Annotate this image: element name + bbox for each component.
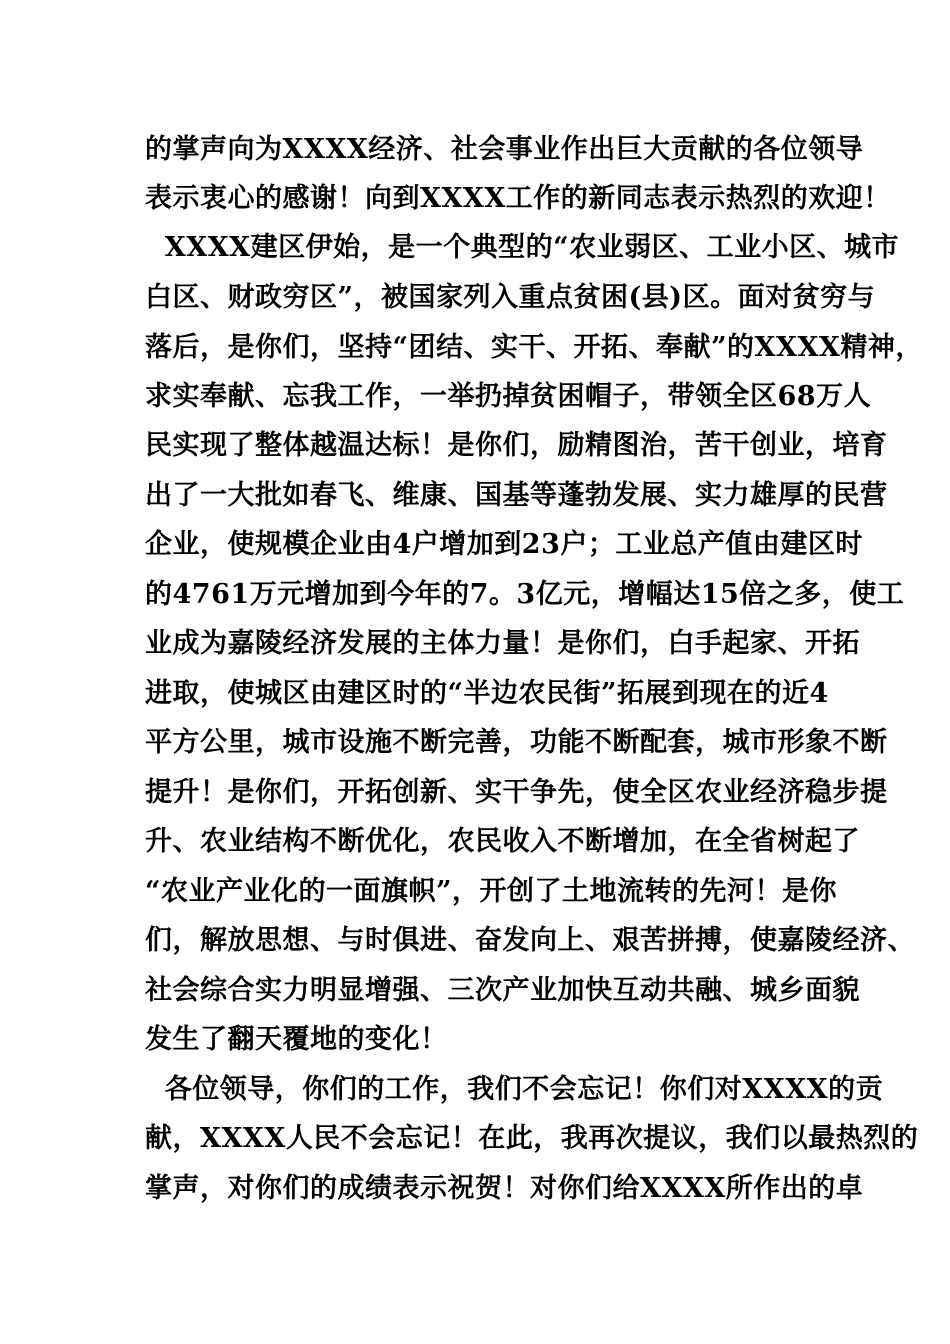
text-line: 们，解放思想、与时俱进、奋发向上、艰苦拼搏，使嘉陵经济、 bbox=[145, 925, 915, 956]
text-line: 的掌声向为XXXX经济、社会事业作出巨大贡献的各位领导 bbox=[145, 134, 864, 165]
text-line: 社会综合实力明显增强、三次产业加快互动共融、城乡面貌 bbox=[145, 975, 860, 1006]
text-line: 发生了翻天覆地的变化！ bbox=[145, 1024, 448, 1055]
text-line: 白区、财政穷区”，被国家列入重点贫困(县)区。面对贫穷与 bbox=[145, 282, 876, 313]
text-line: 献，XXXX人民不会忘记！在此，我再次提议，我们以最热烈的 bbox=[145, 1123, 919, 1154]
text-line: 业成为嘉陵经济发展的主体力量！是你们，白手起家、开拓 bbox=[145, 628, 860, 659]
text-line: 各位领导，你们的工作，我们不会忘记！你们对XXXX的贡 bbox=[145, 1074, 884, 1105]
text-line: “农业产业化的一面旗帜”，开创了土地流转的先河！是你 bbox=[145, 876, 838, 907]
text-line: 出了一大批如春飞、维康、国基等蓬勃发展、实力雄厚的民营 bbox=[145, 480, 888, 511]
text-line: 企业，使规模企业由4户增加到23户；工业总产值由建区时 bbox=[145, 529, 863, 560]
text-line: 掌声，对你们的成绩表示祝贺！对你们给XXXX所作出的卓 bbox=[145, 1173, 864, 1204]
text-line: 民实现了整体越温达标！是你们，励精图治，苦干创业，培育 bbox=[145, 430, 888, 461]
text-line: 的4761万元增加到今年的7。3亿元，增幅达15倍之多，使工 bbox=[145, 579, 905, 610]
text-line: 落后，是你们，坚持“团结、实干、开拓、奉献”的XXXX精神， bbox=[145, 332, 923, 363]
text-line: 表示衷心的感谢！向到XXXX工作的新同志表示热烈的欢迎！ bbox=[145, 183, 891, 214]
text-line: 求实奉献、忘我工作，一举扔掉贫困帽子，带领全区68万人 bbox=[145, 381, 872, 412]
text-line: 升、农业结构不断优化，农民收入不断增加，在全省树起了 bbox=[145, 826, 860, 857]
text-line: 提升！是你们，开拓创新、实干争先，使全区农业经济稳步提 bbox=[145, 777, 888, 808]
text-line: XXXX建区伊始，是一个典型的“农业弱区、工业小区、城市 bbox=[145, 232, 900, 263]
text-line: 进取，使城区由建区时的“半边农民街”拓展到现在的近4 bbox=[145, 678, 829, 709]
text-line: 平方公里，城市设施不断完善，功能不断配套，城市形象不断 bbox=[145, 727, 888, 758]
